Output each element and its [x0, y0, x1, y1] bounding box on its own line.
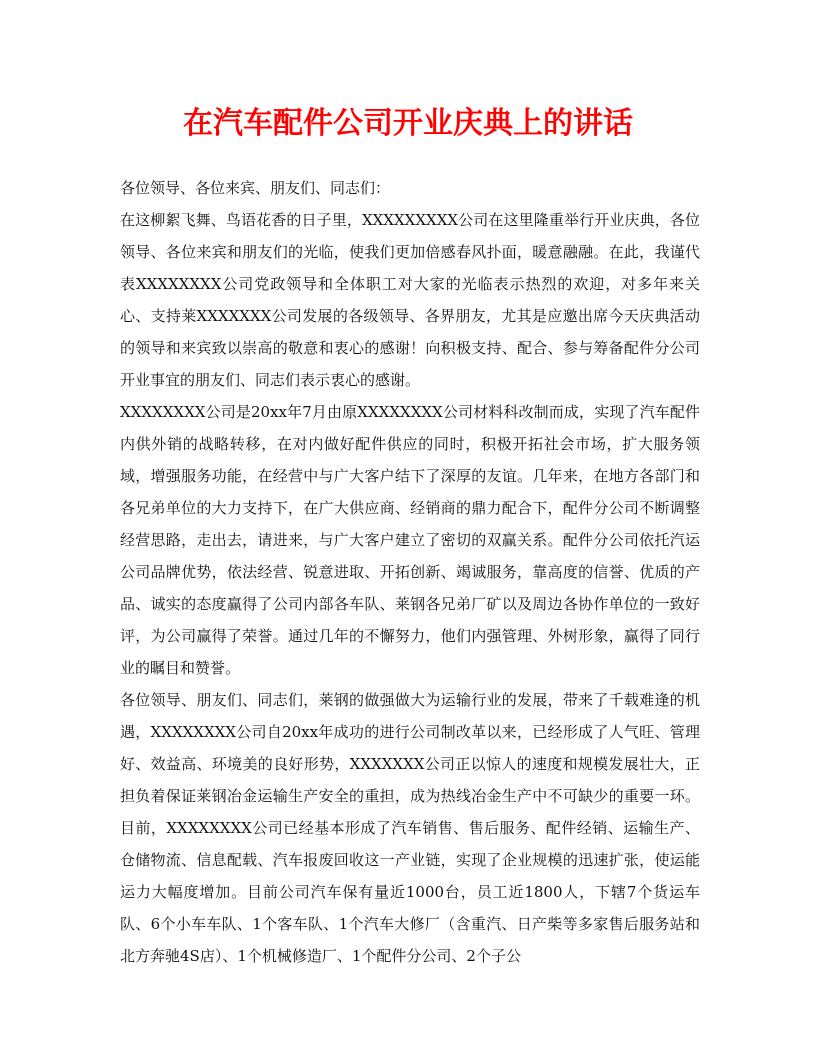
body-paragraph: XXXXXXXX公司是20xx年7月由原XXXXXXXX公司材料科改制而成，实现了汽车配件内供外销的战略转移，在对内做好配件供应的同时，积极开拓社会市场，扩大服务领域，增强服务功能，在经营中与广大客户结下了深厚的友谊。几年来，在地方各部门和各兄弟单位的大力支持下，在广大供应商、经销商的鼎力配合下，配件分公司不断调整经营思路，走出去，请进来，与广大客户建立了密切的双赢关系。配件分公司依托汽运公司品牌优势，依法经营、锐意进取、开拓创新、竭诚服务，靠高度的信誉、优质的产品、诚实的态度赢得了公司内部各车队、莱钢各兄弟厂矿以及周边各协作单位的一致好评，为公司赢得了荣誉。通过几年的不懈努力，他们内强管理、外树形象，赢得了同行业的瞩目和赞誉。	[120, 403, 700, 677]
body-paragraph: 在这柳絮飞舞、鸟语花香的日子里，XXXXXXXXX公司在这里隆重举行开业庆典，各位领导、各位来宾和朋友们的光临，使我们更加倍感春风扑面，暖意融融。在此，我谨代表XXXXXXXX公司党政领导和全体职工对大家的光临表示热烈的欢迎，对多年来关心、支持莱XXXXXXX公司发展的各级领导、各界朋友，尤其是应邀出席今天庆典活动的领导和来宾致以崇高的敬意和衷心的感谢！向积极支持、配合、参与筹备配件分公司开业事宜的朋友们、同志们表示衷心的感谢。	[120, 211, 700, 389]
document-body	[120, 172, 700, 972]
document-title: 在汽车配件公司开业庆典上的讲话	[183, 106, 633, 141]
salutation-paragraph: 各位领导、各位来宾、朋友们、同志们：	[120, 179, 391, 197]
body-paragraph: 各位领导、朋友们、同志们，莱钢的做强做大为运输行业的发展，带来了千载难逢的机遇，XXXXXXXX公司自20xx年成功的进行公司制改革以来，已经形成了人气旺、管理好、效益高、环境美的良好形势，XXXXXXX公司正以惊人的速度和规模发展壮大，正担负着保证莱钢冶金运输生产安全的重担，成为热线冶金生产中不可缺少的重要一环。目前，XXXXXXXX公司已经基本形成了汽车销售、售后服务、配件经销、运输生产、仓储物流、信息配载、汽车报废回收这一产业链，实现了企业规模的迅速扩张，使运能运力大幅度增加。目前公司汽车保有量近1000台，员工近1800人，下辖7个货运车队、6个小车车队、1个客车队、1个汽车大修厂（含重汽、日产柴等多家售后服务站和北方奔驰4S店）、1个机械修造厂、1个配件分公司、2个子公	[120, 691, 700, 965]
